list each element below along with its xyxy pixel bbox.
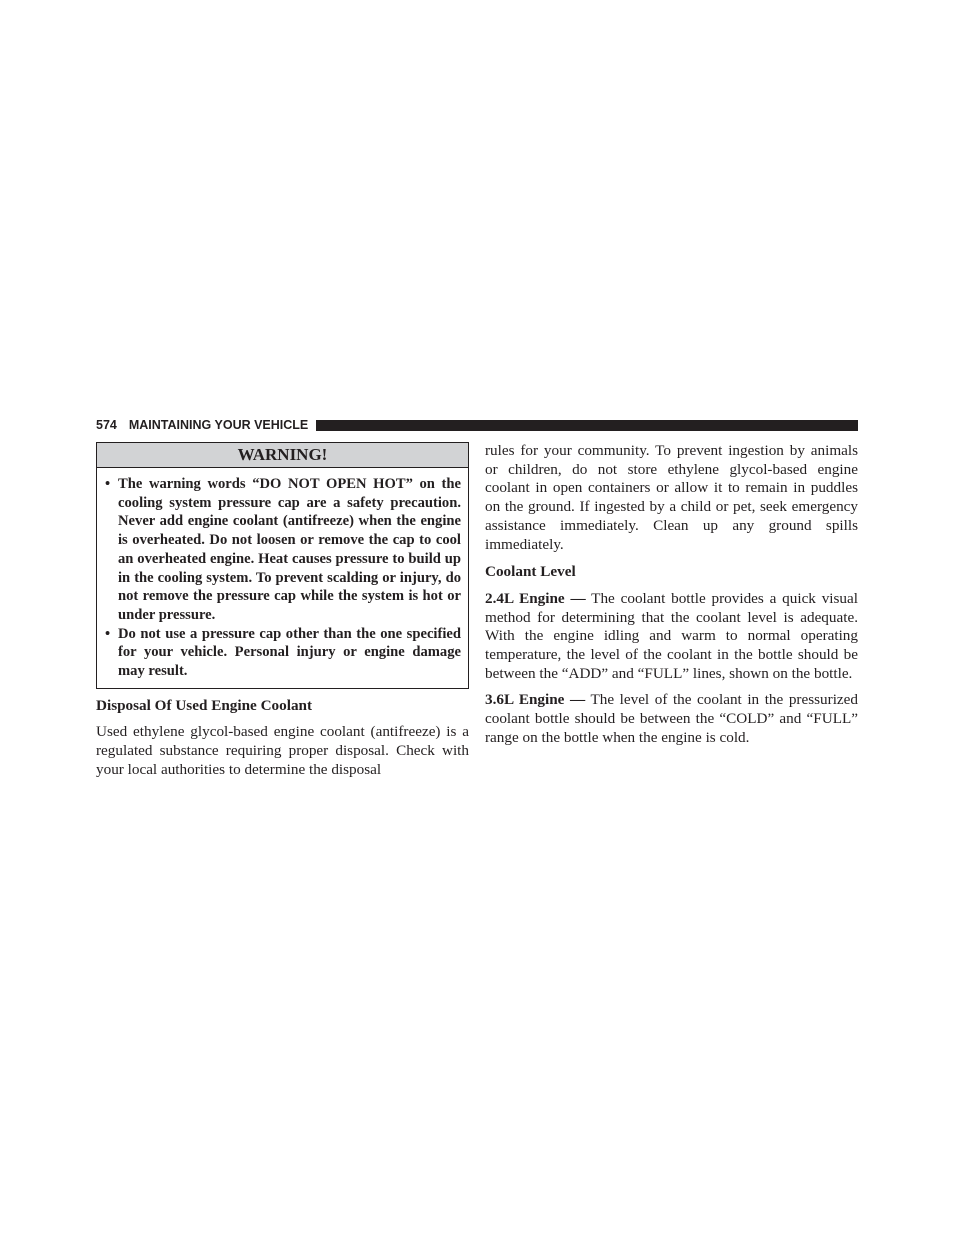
bullet-icon: • [105,476,111,492]
disposal-paragraph-right: rules for your community. To prevent ingestion by animals or children, do not store ethylene glycol-based engine coolant in open containers or allow it to remain in puddles on the ground. If ingested by a child or pet, seek emergency assistance immediately. Clean up any ground spills immediately. [485,442,858,553]
warning-item-text: The warning words “DO NOT OPEN HOT” on the cooling system pressure cap are a safety precaution. Never add engine coolant (antifreeze) when the engine is overheated. Do not loosen or remove the cap to cool an overheated engine. Heat causes pressure to build up in the cooling system. To prevent scalding or injury, do not remove the pressure cap while the system is hot or under pressure. [118,476,461,623]
warning-title: WARNING! [97,443,468,468]
left-column [96,442,469,780]
right-column [485,442,858,748]
warning-box [96,442,469,689]
header-rule [316,420,858,431]
engine-36-text: The level of the coolant in the pressurized coolant bottle should be between the “COLD” and “FULL” range on the bottle when the engine is cold. [485,691,858,746]
engine-24-text: The coolant bottle provides a quick visual method for determining that the coolant level is adequate. With the engine idling and warm to normal operating temperature, the level of the coolant in the bottle should be between the “ADD” and “FULL” lines, shown on the bottle. [485,589,858,682]
disposal-heading: Disposal Of Used Engine Coolant [96,696,313,714]
warning-item [105,625,461,681]
warning-item [105,475,461,625]
page-header [96,416,858,434]
engine-36-paragraph [485,691,858,747]
section-title: MAINTAINING YOUR VEHICLE [128,418,309,432]
coolant-level-heading: Coolant Level [485,563,576,581]
disposal-paragraph-left: Used ethylene glycol-based engine coolant (antifreeze) is a regulated substance requiring proper disposal. Check with your local authorities to determine the disposal [96,723,469,778]
engine-36-lead: 3.6L Engine — [485,691,586,709]
page-number: 574 [96,418,117,432]
bullet-icon: • [105,625,111,642]
engine-24-paragraph [485,590,858,684]
engine-24-lead: 2.4L Engine — [485,589,586,607]
warning-list [97,468,468,688]
warning-item-text: Do not use a pressure cap other than the one specified for your vehicle. Personal injury or engine damage may result. [118,625,461,680]
